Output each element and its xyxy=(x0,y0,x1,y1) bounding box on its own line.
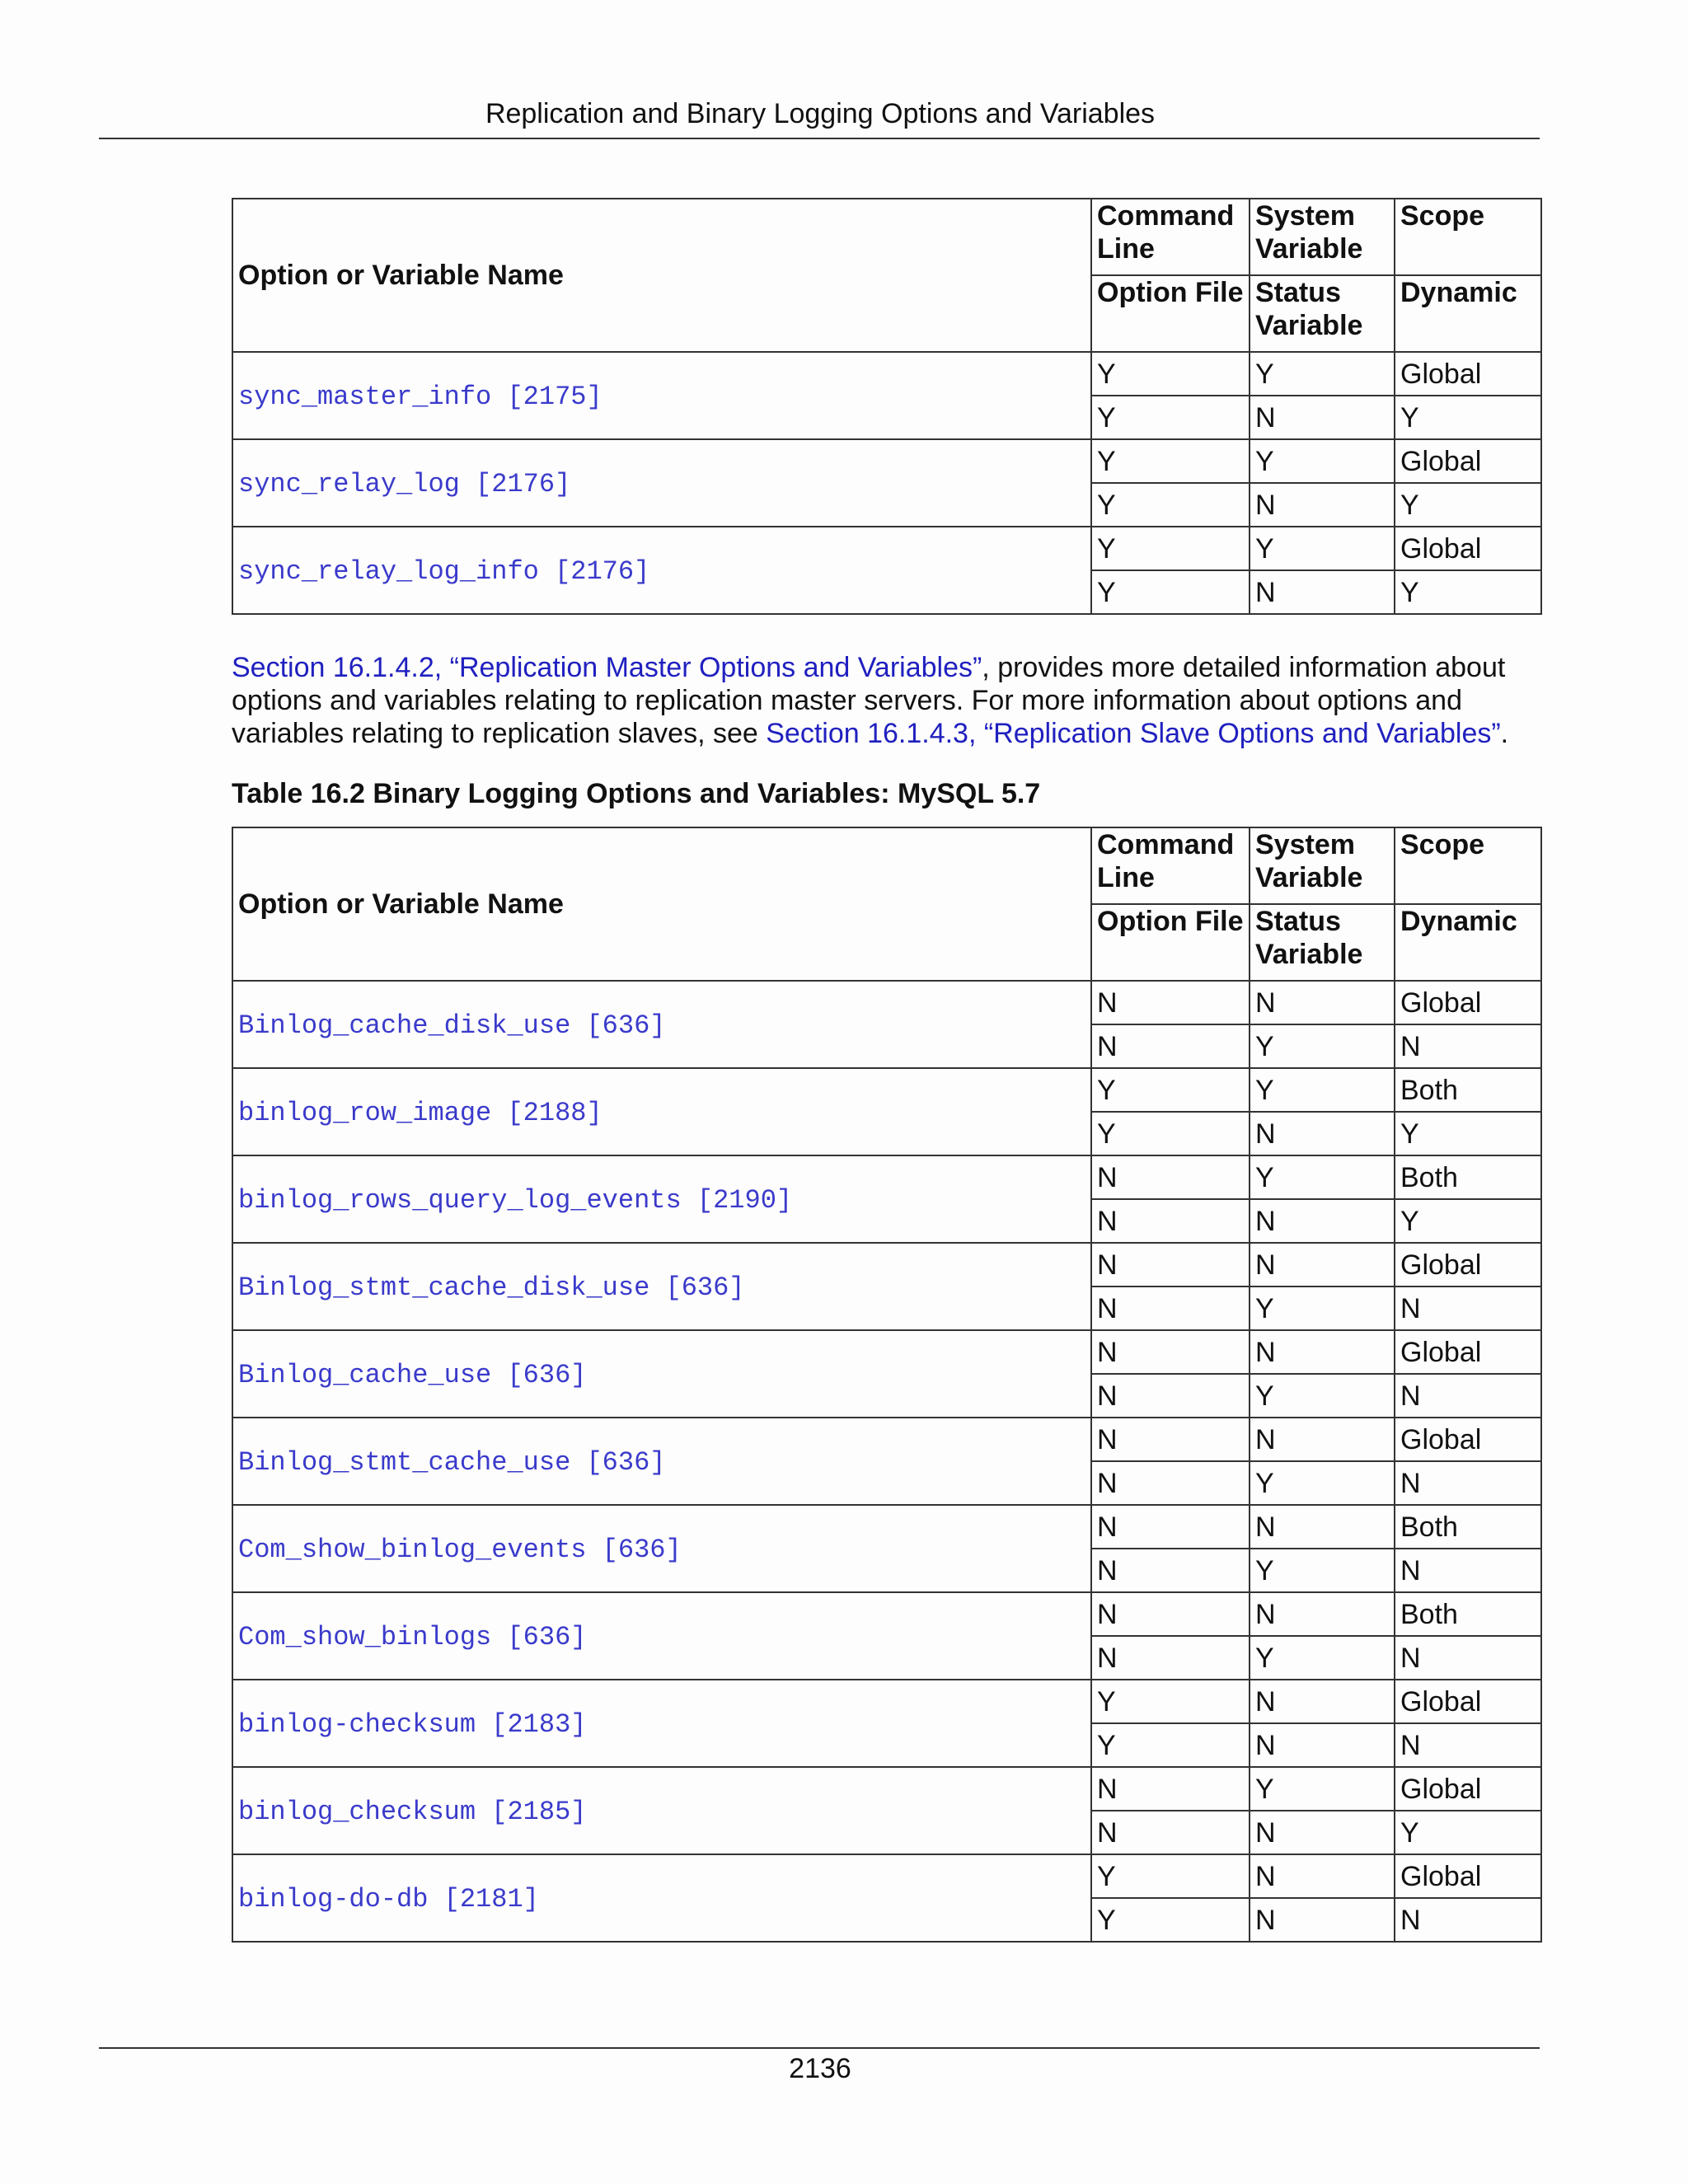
dynamic-cell: N xyxy=(1395,1024,1541,1068)
option-name-link[interactable]: binlog_row_image [2188] xyxy=(238,1097,603,1128)
option-name-cell xyxy=(232,1592,1091,1680)
option-name-cell xyxy=(232,352,1091,439)
dynamic-cell: Y xyxy=(1395,570,1541,614)
status-variable-cell: N xyxy=(1250,396,1395,439)
option-name-cell xyxy=(232,1680,1091,1767)
link-replication-master-options[interactable]: Section 16.1.4.2, “Replication Master Options and Variables” xyxy=(232,652,982,683)
scope-cell: Global xyxy=(1395,527,1541,570)
dynamic-cell: N xyxy=(1395,1286,1541,1330)
dynamic-cell: Y xyxy=(1395,483,1541,527)
status-variable-cell: N xyxy=(1250,1199,1395,1243)
command-line-cell: N xyxy=(1091,1155,1250,1199)
command-line-cell: Y xyxy=(1091,1680,1250,1723)
command-line-cell: N xyxy=(1091,1592,1250,1636)
dynamic-cell: N xyxy=(1395,1636,1541,1680)
option-name-cell xyxy=(232,1418,1091,1505)
command-line-cell: Y xyxy=(1091,439,1250,483)
option-name-link[interactable]: Com_show_binlog_events [636] xyxy=(238,1534,682,1565)
dynamic-cell: Y xyxy=(1395,1199,1541,1243)
status-variable-cell: Y xyxy=(1250,1286,1395,1330)
table2-body xyxy=(232,981,1541,1942)
table-row xyxy=(232,1330,1541,1374)
paragraph-text-1: , provides more detailed information about options and variables relating to replication master servers. For more information about options and variables relating to replication slaves, see xyxy=(232,652,1506,749)
system-variable-cell: Y xyxy=(1250,527,1395,570)
option-name-link[interactable]: binlog_checksum [2185] xyxy=(238,1796,587,1827)
column-header-dynamic: Dynamic xyxy=(1395,904,1541,981)
option-name-link[interactable]: Binlog_stmt_cache_use [636] xyxy=(238,1446,666,1478)
option-name-link[interactable]: sync_master_info [2175] xyxy=(238,381,603,412)
scope-cell: Global xyxy=(1395,1767,1541,1811)
column-header-command-line: Command Line xyxy=(1091,827,1250,904)
header-rule xyxy=(99,138,1540,139)
status-variable-cell: Y xyxy=(1250,1024,1395,1068)
option-file-cell: Y xyxy=(1091,483,1250,527)
option-file-cell: Y xyxy=(1091,1112,1250,1155)
dynamic-cell: N xyxy=(1395,1898,1541,1942)
column-header-command-line: Command Line xyxy=(1091,199,1250,275)
status-variable-cell: N xyxy=(1250,1898,1395,1942)
command-line-cell: N xyxy=(1091,981,1250,1024)
column-header-name: Option or Variable Name xyxy=(232,199,1091,352)
paragraph-text-2: . xyxy=(1500,718,1509,749)
option-file-cell: N xyxy=(1091,1549,1250,1592)
scope-cell: Global xyxy=(1395,352,1541,396)
table-row xyxy=(232,1767,1541,1811)
scope-cell: Global xyxy=(1395,1680,1541,1723)
system-variable-cell: N xyxy=(1250,1330,1395,1374)
column-header-name: Option or Variable Name xyxy=(232,827,1091,981)
dynamic-cell: Y xyxy=(1395,1112,1541,1155)
system-variable-cell: N xyxy=(1250,1592,1395,1636)
table-row xyxy=(232,981,1541,1024)
command-line-cell: N xyxy=(1091,1418,1250,1461)
column-header-scope: Scope xyxy=(1395,199,1541,275)
option-name-link[interactable]: Binlog_cache_disk_use [636] xyxy=(238,1010,666,1041)
table-row xyxy=(232,1680,1541,1723)
table-row xyxy=(232,1418,1541,1461)
column-header-scope: Scope xyxy=(1395,827,1541,904)
scope-cell: Global xyxy=(1395,981,1541,1024)
table-row xyxy=(232,352,1541,396)
status-variable-cell: N xyxy=(1250,1112,1395,1155)
dynamic-cell: N xyxy=(1395,1461,1541,1505)
system-variable-cell: N xyxy=(1250,1418,1395,1461)
command-line-cell: N xyxy=(1091,1243,1250,1286)
dynamic-cell: Y xyxy=(1395,396,1541,439)
option-name-cell xyxy=(232,1243,1091,1330)
option-name-link[interactable]: binlog-do-db [2181] xyxy=(238,1883,539,1915)
dynamic-cell: N xyxy=(1395,1374,1541,1418)
column-header-option-file: Option File xyxy=(1091,275,1250,352)
link-replication-slave-options[interactable]: Section 16.1.4.3, “Replication Slave Options and Variables” xyxy=(766,718,1501,749)
option-file-cell: Y xyxy=(1091,1898,1250,1942)
system-variable-cell: N xyxy=(1250,981,1395,1024)
table-row xyxy=(232,1243,1541,1286)
option-name-link[interactable]: sync_relay_log [2176] xyxy=(238,468,571,499)
dynamic-cell: Y xyxy=(1395,1811,1541,1854)
system-variable-cell: N xyxy=(1250,1505,1395,1549)
table-row xyxy=(232,1854,1541,1898)
column-header-system-variable: System Variable xyxy=(1250,827,1395,904)
system-variable-cell: Y xyxy=(1250,439,1395,483)
command-line-cell: N xyxy=(1091,1330,1250,1374)
option-name-link[interactable]: binlog-checksum [2183] xyxy=(238,1708,587,1740)
status-variable-cell: Y xyxy=(1250,1461,1395,1505)
scope-cell: Global xyxy=(1395,439,1541,483)
system-variable-cell: N xyxy=(1250,1243,1395,1286)
status-variable-cell: N xyxy=(1250,1811,1395,1854)
table-caption: Table 16.2 Binary Logging Options and Variables: MySQL 5.7 xyxy=(232,778,1041,809)
option-name-link[interactable]: binlog_rows_query_log_events [2190] xyxy=(238,1184,793,1216)
command-line-cell: Y xyxy=(1091,352,1250,396)
command-line-cell: N xyxy=(1091,1767,1250,1811)
option-file-cell: N xyxy=(1091,1374,1250,1418)
option-name-link[interactable]: Com_show_binlogs [636] xyxy=(238,1621,587,1652)
command-line-cell: Y xyxy=(1091,527,1250,570)
option-name-link[interactable]: Binlog_cache_use [636] xyxy=(238,1359,587,1390)
table1-body xyxy=(232,352,1541,614)
table-row xyxy=(232,439,1541,483)
command-line-cell: Y xyxy=(1091,1068,1250,1112)
column-header-status-variable: Status Variable xyxy=(1250,275,1395,352)
status-variable-cell: Y xyxy=(1250,1636,1395,1680)
scope-cell: Both xyxy=(1395,1592,1541,1636)
footer-rule xyxy=(99,2047,1540,2049)
command-line-cell: Y xyxy=(1091,1854,1250,1898)
scope-cell: Both xyxy=(1395,1068,1541,1112)
option-name-link[interactable]: Binlog_stmt_cache_disk_use [636] xyxy=(238,1272,745,1303)
scope-cell: Global xyxy=(1395,1330,1541,1374)
scope-cell: Both xyxy=(1395,1155,1541,1199)
option-name-cell xyxy=(232,981,1091,1068)
table-row xyxy=(232,1505,1541,1549)
command-line-cell: N xyxy=(1091,1505,1250,1549)
option-name-cell xyxy=(232,1767,1091,1854)
column-header-system-variable: System Variable xyxy=(1250,199,1395,275)
scope-cell: Global xyxy=(1395,1418,1541,1461)
column-header-option-file: Option File xyxy=(1091,904,1250,981)
replication-options-table xyxy=(232,198,1542,615)
column-header-status-variable: Status Variable xyxy=(1250,904,1395,981)
option-file-cell: Y xyxy=(1091,570,1250,614)
option-name-link[interactable]: sync_relay_log_info [2176] xyxy=(238,555,650,587)
dynamic-cell: N xyxy=(1395,1723,1541,1767)
system-variable-cell: Y xyxy=(1250,352,1395,396)
option-name-cell xyxy=(232,1155,1091,1243)
system-variable-cell: Y xyxy=(1250,1767,1395,1811)
table-row xyxy=(232,1592,1541,1636)
table-row xyxy=(232,527,1541,570)
system-variable-cell: N xyxy=(1250,1680,1395,1723)
option-name-cell xyxy=(232,527,1091,614)
binary-logging-options-table xyxy=(232,827,1542,1943)
option-file-cell: N xyxy=(1091,1461,1250,1505)
body-paragraph xyxy=(232,651,1550,750)
option-name-cell xyxy=(232,439,1091,527)
system-variable-cell: Y xyxy=(1250,1155,1395,1199)
option-name-cell xyxy=(232,1505,1091,1592)
option-name-cell xyxy=(232,1068,1091,1155)
status-variable-cell: N xyxy=(1250,1723,1395,1767)
status-variable-cell: Y xyxy=(1250,1374,1395,1418)
option-file-cell: Y xyxy=(1091,396,1250,439)
status-variable-cell: N xyxy=(1250,483,1395,527)
option-file-cell: N xyxy=(1091,1811,1250,1854)
option-file-cell: Y xyxy=(1091,1723,1250,1767)
table-row xyxy=(232,1068,1541,1112)
system-variable-cell: N xyxy=(1250,1854,1395,1898)
option-file-cell: N xyxy=(1091,1199,1250,1243)
option-file-cell: N xyxy=(1091,1024,1250,1068)
column-header-dynamic: Dynamic xyxy=(1395,275,1541,352)
dynamic-cell: N xyxy=(1395,1549,1541,1592)
status-variable-cell: Y xyxy=(1250,1549,1395,1592)
option-file-cell: N xyxy=(1091,1286,1250,1330)
status-variable-cell: N xyxy=(1250,570,1395,614)
option-file-cell: N xyxy=(1091,1636,1250,1680)
scope-cell: Both xyxy=(1395,1505,1541,1549)
table-row xyxy=(232,1155,1541,1199)
option-name-cell xyxy=(232,1854,1091,1942)
scope-cell: Global xyxy=(1395,1243,1541,1286)
page-number: 2136 xyxy=(789,2053,851,2084)
running-head-title: Replication and Binary Logging Options and Variables xyxy=(485,98,1156,129)
option-name-cell xyxy=(232,1330,1091,1418)
scope-cell: Global xyxy=(1395,1854,1541,1898)
system-variable-cell: Y xyxy=(1250,1068,1395,1112)
